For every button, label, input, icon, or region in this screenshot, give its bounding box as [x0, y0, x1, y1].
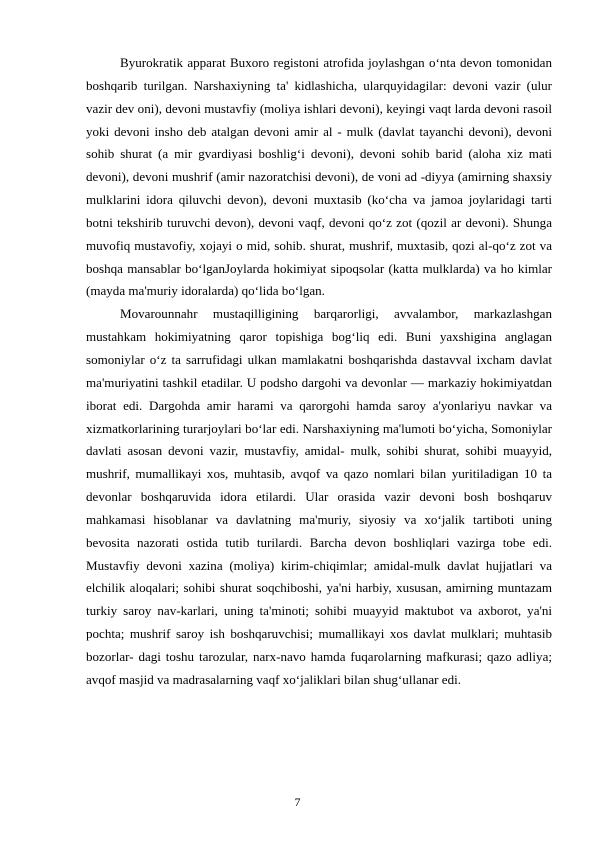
page-number: 7 [294, 795, 301, 809]
paragraph-movarounnahr-independence: Movarounnahr mustaqilligining barqarorligi, avvalambor, markazlashgan mustahkam hokimiyatning qaror topishiga bog‘liq edi. Buni yaxshigina anglagan somoniylar o‘z ta sarrufidagi ulkan mamlakatni boshqarishda dastavval ixcham davlat ma'muriyatini tashkil etadilar. U podsho dargohi va devonlar — markaziy hokimiyatdan iborat edi. Dargohda amir harami va qarorgohi hamda saroy a'yonlariyu navkar va xizmatkorlarining turarjoylari bo‘lar edi. Narshaxiyning ma'lumoti bo‘yicha, Somoniylar davlati asosan devoni vazir, mustavfiy, amidal- mulk, sohibi shurat, sohibi muayyid, mushrif, mumallikayi xos, muhtasib, avqof va qazo nomlari bilan yuritiladigan 10 ta devonlar boshqaruvida idora etilardi. Ular orasida vazir devoni bosh boshqaruv mahkamasi hisoblanar va davlatning ma'muriy, siyosiy va xo‘jalik tartiboti uning bevosita nazorati ostida tutib turilardi. Barcha devon boshliqlari vazirga tobe edi. Mustavfiy devoni xazina (moliya) kirim-chiqimlar; amidal-mulk davlat hujjatlari va elchilik aloqalari; sohibi shurat soqchiboshi, ya'ni harbiy, xususan, amirning muntazam turkiy saroy nav-karlari, uning ta'minoti; sohibi muayyid maktubot va axborot, ya'ni pochta; mushrif saroy ish boshqaruvchisi; mumallikayi xos davlat mulklari; muhtasib bozorlar- dagi toshu tarozular, narx-navo hamda fuqarolarning mafkurasi; qazo adliya; avqof masjid va madrasalarning vaqf xo‘jaliklari bilan shug‘ullanar edi. [86, 306, 552, 687]
paragraph-bureaucratic-apparatus: Byurokratik apparat Buxoro registoni atrofida joylashgan o‘nta devon tomonidan boshqarib turilgan. Narshaxiyning ta' kidlashicha, ularquyidagilar: devoni vazir (ulur vazir dev oni), devoni mustavfiy (moliya ishlari devoni), keyingi vaqt larda devoni rasoil yoki devoni insho deb atalgan devoni amir al - mulk (davlat tayanchi devoni), devoni sohib shurat (a mir gvardiyasi boshlig‘i devoni), devoni sohib barid (aloha xiz mati devoni), devoni mushrif (amir nazoratchisi devoni), de voni ad -diyya (amirning shaxsiy mulklarini idora qiluvchi devon), devoni muxtasib (ko‘cha va jamoa joylaridagi tarti botni tekshirib turuvchi devon), devoni vaqf, devoni qo‘z zot (qozil ar devoni). Shunga muvofiq mustavofiy, xojayi o mid, sohib. shurat, mushrif, muxtasib, qozi al-qo‘z zot va boshqa mansablar bo‘lganJoylarda hokimiyat sipoqsolar (katta mulklarda) va ho kimlar (mayda ma'muriy idoralarda) qo‘lida bo‘lgan. [86, 55, 552, 299]
body-text [86, 52, 552, 692]
